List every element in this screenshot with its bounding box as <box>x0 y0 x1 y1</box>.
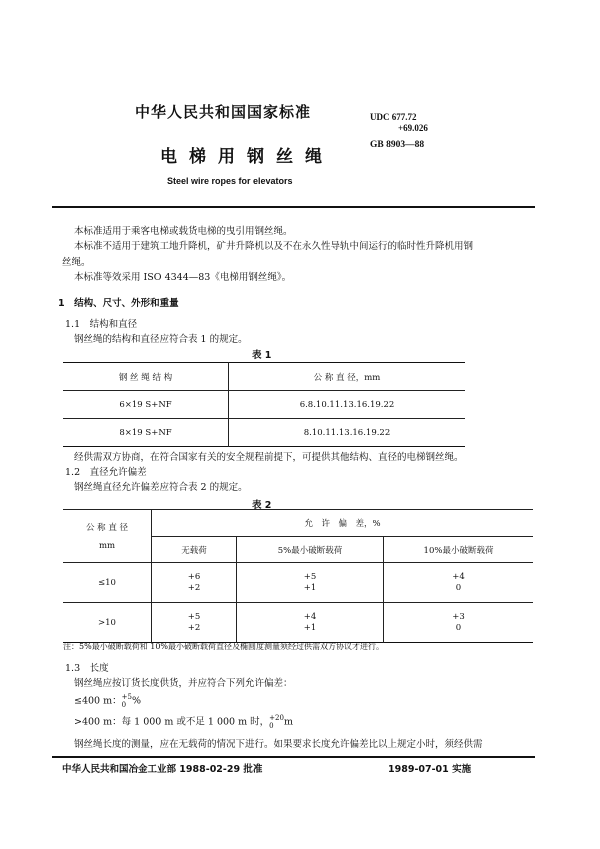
udc-code <box>370 112 428 134</box>
footer-divider <box>52 756 535 758</box>
table-2-note: 注：5%最小破断载荷和 10%最小破断载荷直径及椭圆度测量须经过供需双方协议才进行。 <box>63 642 385 651</box>
tolerance-lower: +2 <box>187 582 201 593</box>
length-tolerance-1-prefix: ≤400 m： <box>74 695 122 707</box>
table-2-header-row <box>63 510 533 537</box>
table-2-subheader-no-load: 无载荷 <box>152 537 237 563</box>
table-row <box>63 603 533 643</box>
table-2-cell <box>237 563 384 603</box>
tolerance-lower: +1 <box>303 622 317 633</box>
table-1-cell-diameter: 8.10.11.13.16.19.22 <box>303 427 391 438</box>
section-1-heading: 1 结构、尺寸、外形和重量 <box>58 298 179 309</box>
length-tolerance-1-unit: % <box>131 695 141 707</box>
table-2-cell <box>152 563 237 603</box>
tolerance-upper: +20 <box>269 714 284 722</box>
tolerance-upper: +4 <box>452 571 465 582</box>
table-2-header-tolerance: 允 许 偏 差，% <box>152 510 534 537</box>
table-2-subheader-5pct: 5%最小破断载荷 <box>237 537 384 563</box>
approval-line: 中华人民共和国冶金工业部 1988-02-29 批准 <box>62 764 263 775</box>
table-1-cell-structure: 6×19 S+NF <box>63 391 229 419</box>
gb-number: GB 8903—88 <box>370 140 425 150</box>
length-tolerance-2 <box>74 714 293 730</box>
table-2-cell <box>384 603 534 643</box>
tolerance-lower: 0 <box>455 582 462 593</box>
table-2 <box>63 509 533 643</box>
length-tolerance-2-unit: m <box>283 716 293 728</box>
table-1-cell-structure: 8×19 S+NF <box>63 419 229 447</box>
table-1-header-diameter: 公 称 直 径，mm <box>229 363 466 391</box>
tolerance-lower: +2 <box>187 622 201 633</box>
section-1-3-text: 钢丝绳应按订货长度供货，并应符合下列允许偏差： <box>74 678 293 689</box>
intro-paragraph-2: 本标准不适用于建筑工地升降机，矿井升降机以及不在永久性导轨中间运行的临时性升降机用钢 <box>74 241 474 252</box>
tolerance-upper: +5 <box>121 693 132 701</box>
intro-paragraph-3: 本标准等效采用 ISO 4344—83《电梯用钢丝绳》。 <box>74 272 292 283</box>
table-1-header-row <box>63 363 465 391</box>
table-2-header-diameter <box>63 510 152 563</box>
table-1-caption: 表 1 <box>252 350 272 361</box>
section-1-3-heading: 1.3 长度 <box>65 663 109 674</box>
tolerance-upper: +4 <box>303 611 317 622</box>
length-measurement-text: 钢丝绳长度的测量，应在无载荷的情况下进行。如果要求长度允许偏差比以上规定小时，须经供需 <box>74 739 483 750</box>
table-1-header-structure: 钢 丝 绳 结 构 <box>63 363 229 391</box>
section-1-2-text: 钢丝绳直径允许偏差应符合表 2 的规定。 <box>74 482 248 493</box>
tolerance-upper: +5 <box>187 611 201 622</box>
tolerance-upper: +6 <box>187 571 201 582</box>
length-tolerance-1 <box>74 693 141 709</box>
tolerance-upper: +3 <box>452 611 465 622</box>
intro-paragraph-2-cont: 丝绳。 <box>62 257 91 268</box>
udc-line-1: UDC 677.72 <box>370 112 417 122</box>
section-1-1-text: 钢丝绳的结构和直径应符合表 1 的规定。 <box>74 334 248 345</box>
length-tolerance-2-values <box>269 714 284 730</box>
table-2-header-diameter-unit: mm <box>98 541 116 551</box>
tolerance-lower: 0 <box>269 722 274 730</box>
after-table-1-text: 经供需双方协商，在符合国家有关的安全规程前提下，可提供其他结构、直径的电梯钢丝绳。 <box>74 452 464 463</box>
document-title-en: Steel wire ropes for elevators <box>167 176 293 186</box>
table-row <box>63 419 465 447</box>
udc-line-2: +69.026 <box>398 123 428 133</box>
table-2-cell <box>152 603 237 643</box>
intro-paragraph-1: 本标准适用于乘客电梯或载货电梯的曳引用钢丝绳。 <box>74 226 293 237</box>
tolerance-lower: 0 <box>455 622 462 633</box>
tolerance-upper: +5 <box>303 571 317 582</box>
length-tolerance-2-prefix: >400 m：每 1 000 m 或不足 1 000 m 时， <box>74 716 270 728</box>
table-2-row-label: ≤10 <box>63 563 152 603</box>
header-divider <box>52 206 535 208</box>
section-1-2-heading: 1.2 直径允许偏差 <box>65 467 147 478</box>
tolerance-lower: +1 <box>303 582 317 593</box>
length-tolerance-1-values <box>122 693 132 709</box>
tolerance-lower: 0 <box>121 701 127 709</box>
effective-date: 1989-07-01 实施 <box>388 764 472 775</box>
table-2-header-diameter-label: 公 称 直 径 <box>85 523 129 533</box>
table-2-cell <box>384 563 534 603</box>
table-row <box>63 391 465 419</box>
table-1-cell-diameter: 6.8.10.11.13.16.19.22 <box>229 391 466 419</box>
table-2-row-label: >10 <box>63 603 152 643</box>
table-row <box>63 563 533 603</box>
table-2-caption: 表 2 <box>252 500 272 511</box>
table-2-subheader-10pct: 10%最小破断载荷 <box>384 537 534 563</box>
section-1-1-heading: 1.1 结构和直径 <box>65 319 138 330</box>
table-1 <box>63 362 465 447</box>
document-title: 电梯用钢丝绳 <box>160 147 334 167</box>
standard-title-cn: 中华人民共和国国家标准 <box>135 103 312 121</box>
table-2-cell <box>237 603 384 643</box>
